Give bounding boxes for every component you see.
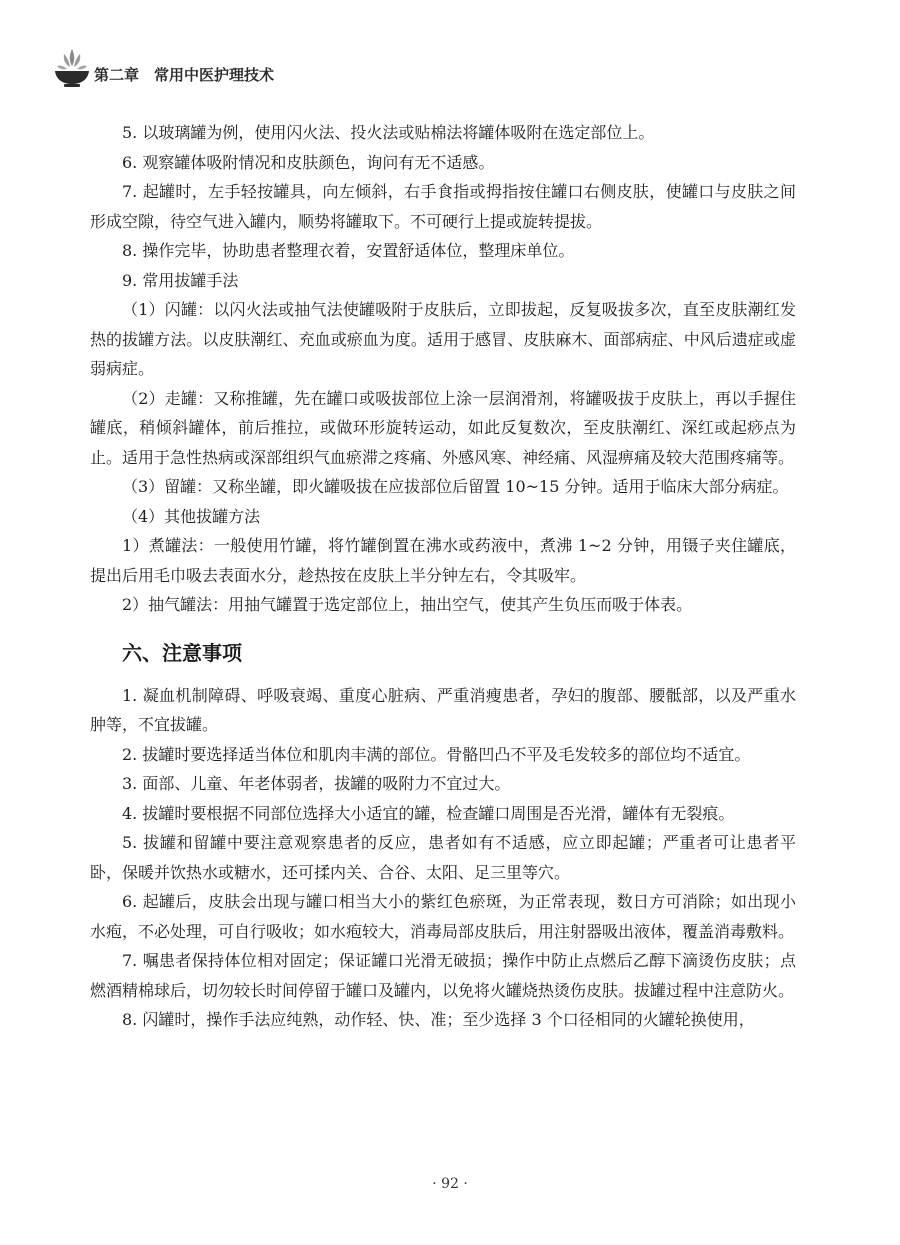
- paragraph: 6. 起罐后，皮肤会出现与罐口相当大小的紫红色瘀斑，为正常表现，数日方可消除；如出现小水疱，不必处理，可自行吸收；如水疱较大，消毒局部皮肤后，用注射器吸出液体，覆盖消毒敷料。: [90, 892, 796, 941]
- paragraph: 9. 常用拔罐手法: [122, 270, 239, 290]
- paragraph: 3. 面部、儿童、年老体弱者，拔罐的吸附力不宜过大。: [122, 774, 511, 793]
- paragraph: 2）抽气罐法：用抽气罐置于选定部位上，抽出空气，使其产生负压而吸于体表。: [122, 595, 693, 614]
- paragraph: 8. 操作完毕，协助患者整理衣着，安置舒适体位，整理床单位。: [122, 241, 575, 260]
- paragraph: （4）其他拔罐方法: [122, 506, 261, 526]
- paragraph: 2. 拔罐时要选择适当体位和肌肉丰满的部位。骨骼凹凸不平及毛发较多的部位均不适宜。: [122, 744, 751, 764]
- page-number: · 92 ·: [432, 1176, 468, 1192]
- paragraph: 8. 闪罐时，操作手法应纯熟，动作轻、快、准；至少选择 3 个口径相同的火罐轮换使用，: [122, 1010, 755, 1029]
- paragraph: （1）闪罐：以闪火法或抽气法使罐吸附于皮肤后，立即拔起，反复吸拔多次，直至皮肤潮红发热的拔罐方法。以皮肤潮红、充血或瘀血为度。适用于感冒、皮肤麻木、面部病症、中风后遗症或虚弱病症。: [90, 300, 796, 378]
- paragraph: 1）煮罐法：一般使用竹罐，将竹罐倒置在沸水或药液中，煮沸 1~2 分钟，用镊子夹住罐底，提出后用毛巾吸去表面水分，趁热按在皮肤上半分钟左右，令其吸牢。: [90, 536, 796, 585]
- paragraph: （2）走罐：又称推罐，先在罐口或吸拔部位上涂一层润滑剂，将罐吸拔于皮肤上，再以手握住罐底，稍倾斜罐体，前后推拉，或做环形旋转运动，如此反复数次，至皮肤潮红、深红或起痧点为止。适用于急性热病或深部组织气血瘀滞之疼痛、外感风寒、神经痛、风湿痹痛及较大范围疼痛等。: [90, 388, 796, 467]
- paragraph: 5. 拔罐和留罐中要注意观察患者的反应，患者如有不适感，应立即起罐；严重者可让患者平卧，保暖并饮热水或糖水，还可揉内关、合谷、太阳、足三里等穴。: [90, 833, 796, 882]
- running-header: [52, 46, 852, 90]
- paragraph: 1. 凝血机制障碍、呼吸衰竭、重度心脏病、严重消瘦患者，孕妇的腹部、腰骶部，以及严重水肿等，不宜拔罐。: [90, 685, 796, 734]
- mortar-pestle-herb-icon: [52, 46, 92, 88]
- paragraph: 5. 以玻璃罐为例，使用闪火法、投火法或贴棉法将罐体吸附在选定部位上。: [122, 123, 655, 142]
- paragraph: 4. 拔罐时要根据不同部位选择大小适宜的罐，检查罐口周围是否光滑，罐体有无裂痕。: [122, 803, 735, 823]
- paragraph: 7. 嘱患者保持体位相对固定；保证罐口光滑无破损；操作中防止点燃后乙醇下滴烫伤皮肤；点燃酒精棉球后，切勿较长时间停留于罐口及罐内，以免将火罐烧热烫伤皮肤。拔罐过程中注意防火。: [90, 951, 796, 1000]
- chapter-title: 第二章 常用中医护理技术: [94, 66, 275, 84]
- paragraph: 7. 起罐时，左手轻按罐具，向左倾斜，右手食指或拇指按住罐口右侧皮肤，使罐口与皮肤之间形成空隙，待空气进入罐内，顺势将罐取下。不可硬行上提或旋转提拔。: [90, 182, 796, 231]
- paragraph: （3）留罐：又称坐罐，即火罐吸拔在应拔部位后留置 10~15 分钟。适用于临床大部分病症。: [122, 477, 789, 496]
- section-heading: 六、注意事项: [122, 640, 242, 665]
- paragraph: 6. 观察罐体吸附情况和皮肤颜色，询问有无不适感。: [122, 152, 495, 172]
- page-body: [90, 118, 796, 1035]
